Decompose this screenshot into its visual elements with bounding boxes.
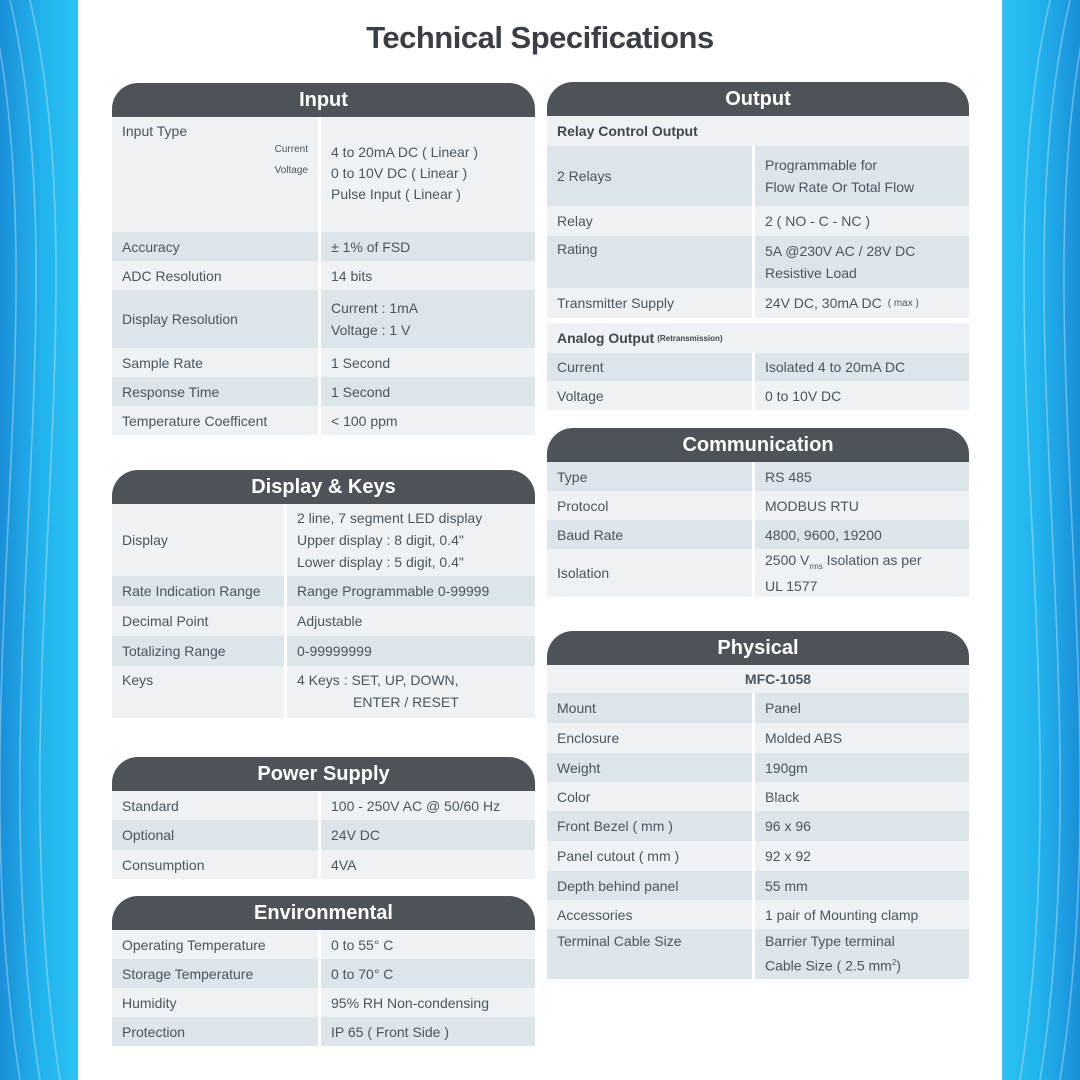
table-row [547, 693, 969, 723]
physical-section [547, 631, 969, 979]
input-type-value: 4 to 20mA DC ( Linear ) [331, 144, 479, 160]
table-row [547, 811, 969, 841]
row-label: Keys [112, 666, 287, 718]
page-title: Technical Specifications [366, 20, 714, 55]
row-value: 0 to 10V DC [765, 387, 842, 404]
row-label: Type [547, 462, 755, 491]
row-value: IP 65 ( Front Side ) [331, 1023, 450, 1040]
row-label: Totalizing Range [112, 636, 287, 666]
isolation-text: Isolation as per [822, 551, 922, 568]
table-row [112, 406, 535, 435]
right-decorative-panel [1002, 0, 1080, 1080]
power-supply-section [112, 757, 535, 879]
table-row [112, 636, 535, 666]
row-value: Flow Rate Or Total Flow [765, 179, 915, 195]
row-label: Baud Rate [547, 520, 755, 549]
row-value: UL 1577 [765, 578, 818, 595]
row-label: Weight [547, 753, 755, 782]
row-label: Isolation [547, 549, 755, 597]
row-value: 1 pair of Mounting clamp [765, 906, 919, 923]
table-row [112, 348, 535, 377]
input-section [112, 83, 535, 435]
row-value: Voltage : 1 V [331, 322, 411, 338]
table-row [112, 988, 535, 1017]
environmental-header: Environmental [112, 896, 535, 930]
voltage-sublabel: Voltage [274, 165, 308, 176]
input-type-label: Input Type [122, 123, 188, 139]
left-decorative-panel [0, 0, 78, 1080]
row-label: Terminal Cable Size [547, 929, 755, 979]
table-row [112, 930, 535, 959]
table-row [547, 782, 969, 811]
row-value: < 100 ppm [331, 412, 398, 429]
table-row [547, 491, 969, 520]
row-label: Optional [112, 820, 321, 850]
row-value: 4 Keys : SET, UP, DOWN, [297, 672, 459, 688]
table-row [547, 871, 969, 900]
row-label: Temperature Coefficent [112, 406, 321, 435]
row-value: RS 485 [765, 468, 812, 485]
row-value-suffix: ( max ) [887, 297, 919, 309]
rms-subscript: rms [809, 561, 823, 571]
table-row [112, 290, 535, 348]
row-label: Operating Temperature [112, 930, 321, 959]
table-row [112, 1017, 535, 1046]
row-label: Protocol [547, 491, 755, 520]
row-label: Accuracy [112, 232, 321, 261]
output-section [547, 82, 969, 410]
table-row [112, 232, 535, 261]
row-label: Current [547, 353, 755, 381]
squared-superscript: 2 [891, 958, 897, 968]
table-row [547, 520, 969, 549]
power-supply-header: Power Supply [112, 757, 535, 791]
table-row [547, 206, 969, 236]
table-row [547, 462, 969, 491]
row-value: Black [765, 788, 800, 805]
table-row [112, 850, 535, 879]
row-value: 0 to 70° C [331, 965, 394, 982]
cable-size-close: ) [896, 957, 901, 974]
row-value: 24V DC [331, 827, 381, 843]
row-value: Upper display : 8 digit, 0.4" [297, 532, 464, 548]
row-label: Humidity [112, 988, 321, 1017]
table-row [112, 791, 535, 820]
table-row [112, 820, 535, 850]
row-value: Lower display : 5 digit, 0.4" [297, 554, 464, 570]
analog-output-note: (Retransmission) [657, 333, 723, 343]
input-type-row [112, 117, 535, 232]
row-value: 1 Second [331, 383, 391, 400]
table-row [112, 959, 535, 988]
row-label: Consumption [112, 850, 321, 879]
row-label: Voltage [547, 381, 755, 410]
analog-output-title: Analog Output [557, 330, 655, 346]
table-row [112, 261, 535, 290]
row-value: Isolated 4 to 20mA DC [765, 359, 906, 375]
table-row [112, 504, 535, 576]
row-label: Transmitter Supply [547, 288, 755, 318]
table-row [547, 549, 969, 597]
output-header: Output [547, 82, 969, 116]
row-label: Enclosure [547, 723, 755, 753]
current-sublabel: Current [274, 144, 308, 155]
row-label: Decimal Point [112, 606, 287, 636]
row-value: 96 x 96 [765, 818, 811, 834]
environmental-section [112, 896, 535, 1046]
row-value: 2 ( NO - C - NC ) [765, 213, 870, 229]
row-value: 4VA [331, 856, 357, 873]
isolation-voltage: 2500 V [765, 551, 810, 568]
row-value: ENTER / RESET [353, 694, 459, 710]
row-value: Panel [765, 700, 801, 716]
row-value: Programmable for [765, 157, 878, 173]
row-label: Response Time [112, 377, 321, 406]
communication-header: Communication [547, 428, 969, 462]
model-row [547, 665, 969, 693]
physical-header: Physical [547, 631, 969, 665]
row-value: 190gm [765, 759, 808, 776]
table-row [547, 929, 969, 979]
row-value: 1 Second [331, 354, 391, 371]
row-label: Color [547, 782, 755, 811]
row-label: Sample Rate [112, 348, 321, 377]
row-value: 4800, 9600, 19200 [765, 526, 882, 543]
display-keys-header: Display & Keys [112, 470, 535, 504]
row-label: Panel cutout ( mm ) [547, 841, 755, 871]
analog-output-subheading [547, 323, 969, 353]
row-label: Standard [112, 791, 321, 820]
table-row [547, 900, 969, 929]
row-label: Front Bezel ( mm ) [547, 811, 755, 841]
row-label: Depth behind panel [547, 871, 755, 900]
cable-size-text: Cable Size ( 2.5 mm [765, 957, 892, 974]
row-value: Barrier Type terminal [765, 933, 895, 950]
row-label: Display Resolution [112, 290, 321, 348]
table-row [547, 236, 969, 288]
row-value: 5A @230V AC / 28V DC [765, 243, 916, 259]
row-value: 2 line, 7 segment LED display [297, 510, 483, 526]
table-row [547, 353, 969, 381]
row-value: MODBUS RTU [765, 497, 859, 514]
table-row [547, 753, 969, 782]
table-row [547, 288, 969, 318]
input-type-value: Pulse Input ( Linear ) [331, 186, 461, 202]
row-value: Adjustable [297, 613, 363, 629]
table-row [547, 381, 969, 410]
row-value: 92 x 92 [765, 848, 811, 864]
table-row [547, 146, 969, 206]
table-row [112, 576, 535, 606]
row-value: 95% RH Non-condensing [331, 994, 489, 1011]
table-row [112, 377, 535, 406]
row-label: ADC Resolution [112, 261, 321, 290]
communication-section [547, 428, 969, 597]
row-value: Range Programmable 0-99999 [297, 583, 490, 599]
display-keys-section [112, 470, 535, 718]
row-value: Molded ABS [765, 730, 843, 746]
row-label: 2 Relays [547, 146, 755, 206]
row-value: 14 bits [331, 267, 373, 284]
row-label: Accessories [547, 900, 755, 929]
row-value: Resistive Load [765, 265, 857, 281]
model-number: MFC-1058 [744, 671, 812, 687]
row-value: 0-99999999 [297, 643, 372, 659]
table-row [547, 841, 969, 871]
table-row [112, 666, 535, 718]
table-row [547, 723, 969, 753]
row-label: Protection [112, 1017, 321, 1046]
row-value [765, 550, 922, 577]
spec-sheet [78, 0, 1002, 1080]
row-label: Mount [547, 693, 755, 723]
row-value: 24V DC, 30mA DC [765, 295, 882, 311]
row-value: 0 to 55° C [331, 936, 394, 953]
input-type-value: 0 to 10V DC ( Linear ) [331, 165, 468, 181]
row-value [765, 952, 901, 977]
row-label: Rating [547, 236, 755, 288]
row-value: Current : 1mA [331, 300, 419, 316]
row-label: Rate Indication Range [112, 576, 287, 606]
table-row [112, 606, 535, 636]
row-value: ± 1% of FSD [331, 238, 411, 255]
row-label: Display [112, 504, 287, 576]
row-label: Relay [547, 206, 755, 236]
relay-control-subheading: Relay Control Output [547, 116, 969, 146]
row-label: Storage Temperature [112, 959, 321, 988]
row-value: 100 - 250V AC @ 50/60 Hz [331, 797, 501, 814]
input-header: Input [112, 83, 535, 117]
row-value: 55 mm [765, 877, 808, 894]
